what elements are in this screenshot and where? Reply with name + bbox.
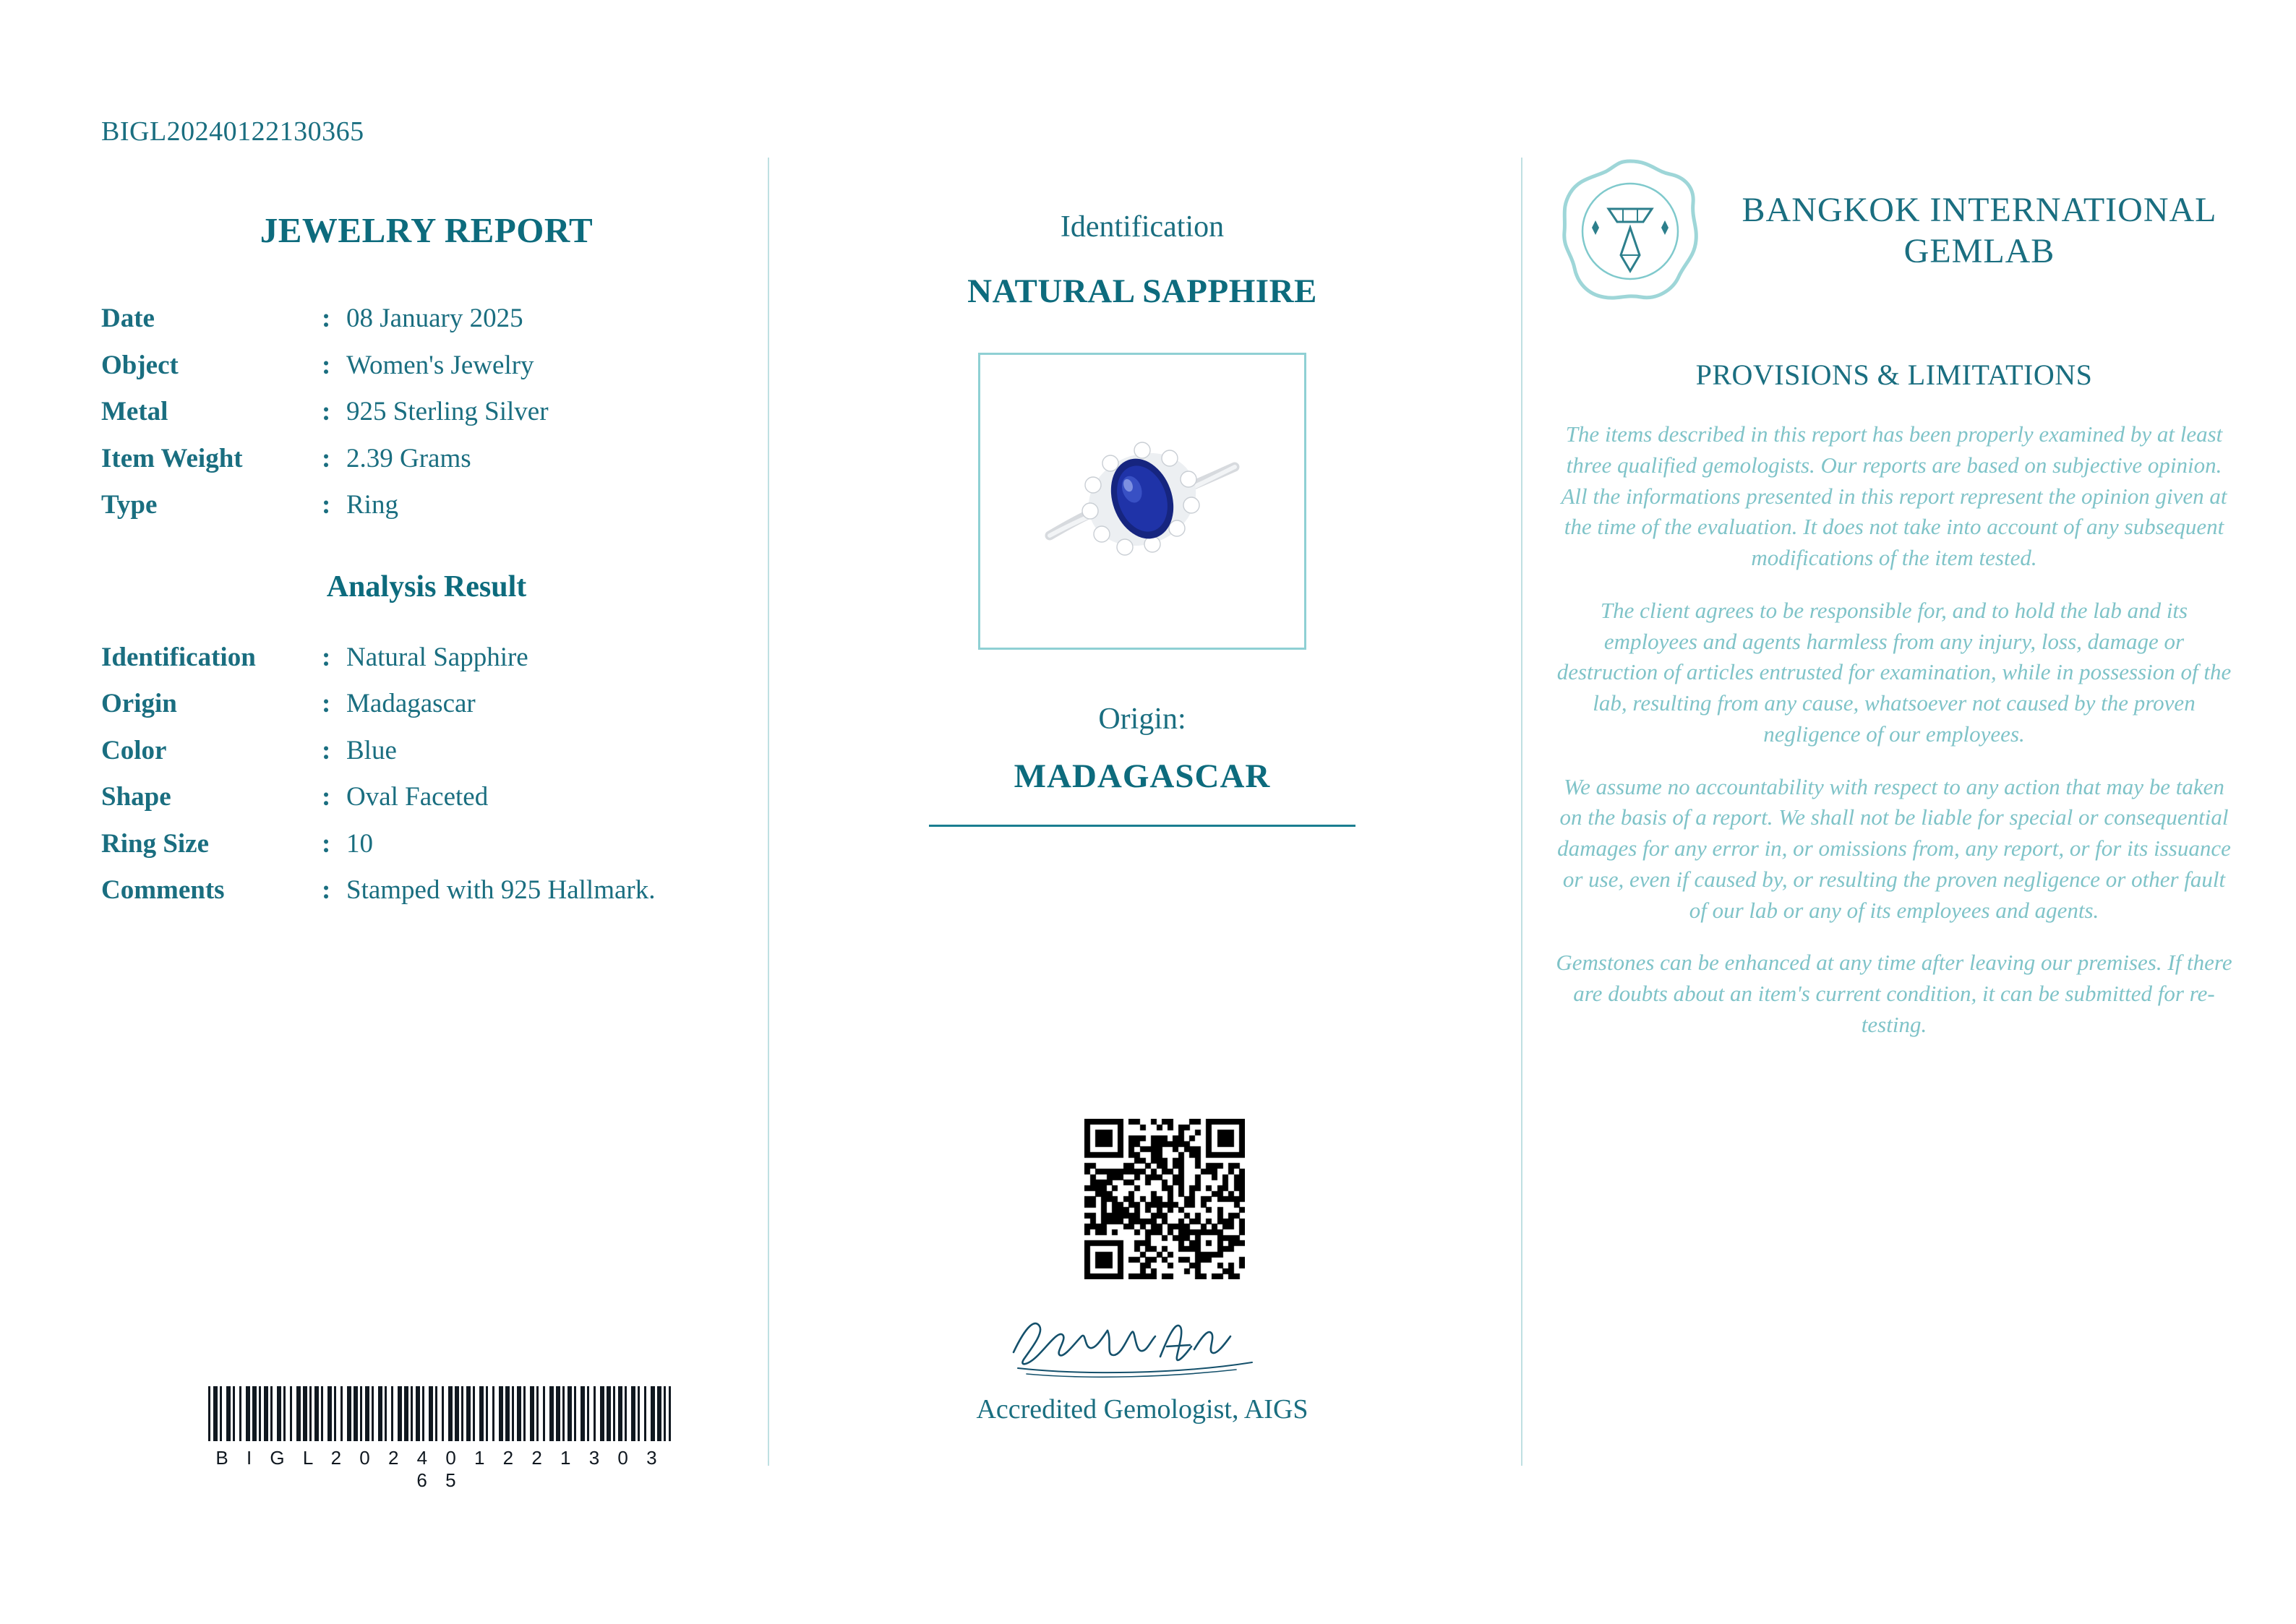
analysis-colon: : (322, 875, 331, 906)
provisions-title: PROVISIONS & LIMITATIONS (1695, 358, 2093, 391)
gem-photo-frame (978, 353, 1306, 650)
analysis-key: Comments (101, 875, 225, 906)
table-row (101, 774, 752, 821)
report-number: BIGL20240122130365 (101, 116, 364, 147)
analysis-key: Shape (101, 782, 171, 812)
analysis-colon: : (322, 689, 331, 719)
detail-value: Women's Jewelry (346, 350, 534, 380)
analysis-colon: : (322, 642, 331, 672)
provision-paragraph: Gemstones can be enhanced at any time after leaving our premises. If there are doubts about an item's current condition, it can be submitted for re-testing. (1556, 950, 2232, 1038)
signature-icon (998, 1305, 1287, 1384)
analysis-table (101, 635, 752, 914)
provision-paragraph: The client agrees to be responsible for, and to hold the lab and its employees and agents harmless from any injury, loss, damage or destruction of articles entrusted for examination, while in possession of the lab, resulting from any cause, whatsoever not caused by the proven negligence of our employees. (1556, 597, 2232, 747)
detail-value: 2.39 Grams (346, 443, 471, 473)
table-row (101, 635, 752, 682)
analysis-value: Stamped with 925 Hallmark. (346, 875, 656, 906)
table-row (101, 867, 752, 914)
middle-column (802, 210, 1482, 827)
analysis-key: Origin (101, 689, 177, 719)
table-row (101, 728, 752, 775)
table-row (101, 681, 752, 728)
analysis-key: Ring Size (101, 828, 210, 859)
analysis-key: Identification (101, 642, 256, 672)
details-table (101, 296, 752, 529)
column-divider-left (768, 158, 769, 1466)
barcode-bars (208, 1386, 671, 1441)
signature-caption: Accredited Gemologist, AIGS (976, 1394, 1308, 1425)
detail-colon: : (322, 304, 331, 333)
table-row (101, 482, 752, 529)
brand-header (1554, 155, 2234, 307)
table-row (101, 343, 752, 390)
left-column (101, 210, 752, 914)
column-divider-right (1521, 158, 1522, 1466)
qr-code-canvas[interactable] (1084, 1119, 1245, 1279)
analysis-value: Oval Faceted (346, 782, 489, 812)
origin-label: Origin: (1098, 703, 1186, 736)
analysis-colon: : (322, 828, 331, 859)
barcode (208, 1386, 671, 1492)
qr-code[interactable] (1084, 1119, 1245, 1279)
provisions-body (1554, 419, 2234, 1041)
provision-paragraph: We assume no accountability with respect to any action that may be taken on the basis of a report. We shall not be liable for special or consequential damages for any error in, or omissions from, any report, or for its issuance or use, even if caused by, or resulting the proven negligence or other fault of our lab or any of its employees and agents. (1557, 773, 2231, 923)
analysis-title: Analysis Result (326, 570, 527, 603)
analysis-value: 10 (346, 828, 373, 859)
gemlab-logo-icon (1554, 155, 1706, 307)
provision-paragraph: The items described in this report has been properly examined by at least three qualified gemologists. Our reports are based on subjective opinion. All the informations presented in this report represent the opinion given at the time of the evaluation. It does not take into account of any subsequent modifications of the item tested. (1561, 421, 2227, 571)
analysis-key: Color (101, 735, 167, 765)
analysis-value: Madagascar (346, 689, 476, 719)
analysis-colon: : (322, 735, 331, 765)
table-row (101, 389, 752, 436)
origin-value: MADAGASCAR (1014, 757, 1271, 795)
right-column (1554, 155, 2234, 1041)
page-title: JEWELRY REPORT (260, 210, 594, 250)
detail-value: 925 Sterling Silver (346, 397, 549, 427)
detail-key: Date (101, 304, 155, 333)
signature-block (802, 1305, 1482, 1425)
detail-value: Ring (346, 490, 398, 520)
identification-label: Identification (1060, 210, 1225, 244)
table-row (101, 821, 752, 868)
brand-title: BANGKOK INTERNATIONAL GEMLAB (1742, 191, 2217, 270)
table-row (101, 296, 752, 343)
detail-value: 08 January 2025 (346, 304, 523, 333)
section-divider (929, 825, 1355, 827)
table-row (101, 436, 752, 483)
analysis-value: Natural Sapphire (346, 642, 528, 672)
detail-colon: : (322, 490, 331, 520)
detail-key: Type (101, 490, 158, 520)
detail-key: Item Weight (101, 443, 243, 473)
analysis-value: Blue (346, 735, 397, 765)
barcode-text: B I G L 2 0 2 4 0 1 2 2 1 3 0 3 6 5 (215, 1447, 664, 1491)
ring-photo (980, 355, 1304, 648)
analysis-colon: : (322, 782, 331, 812)
detail-colon: : (322, 397, 331, 427)
detail-colon: : (322, 350, 331, 380)
detail-key: Metal (101, 397, 168, 427)
detail-key: Object (101, 350, 179, 380)
identification-value: NATURAL SAPPHIRE (967, 272, 1317, 310)
detail-colon: : (322, 443, 331, 473)
